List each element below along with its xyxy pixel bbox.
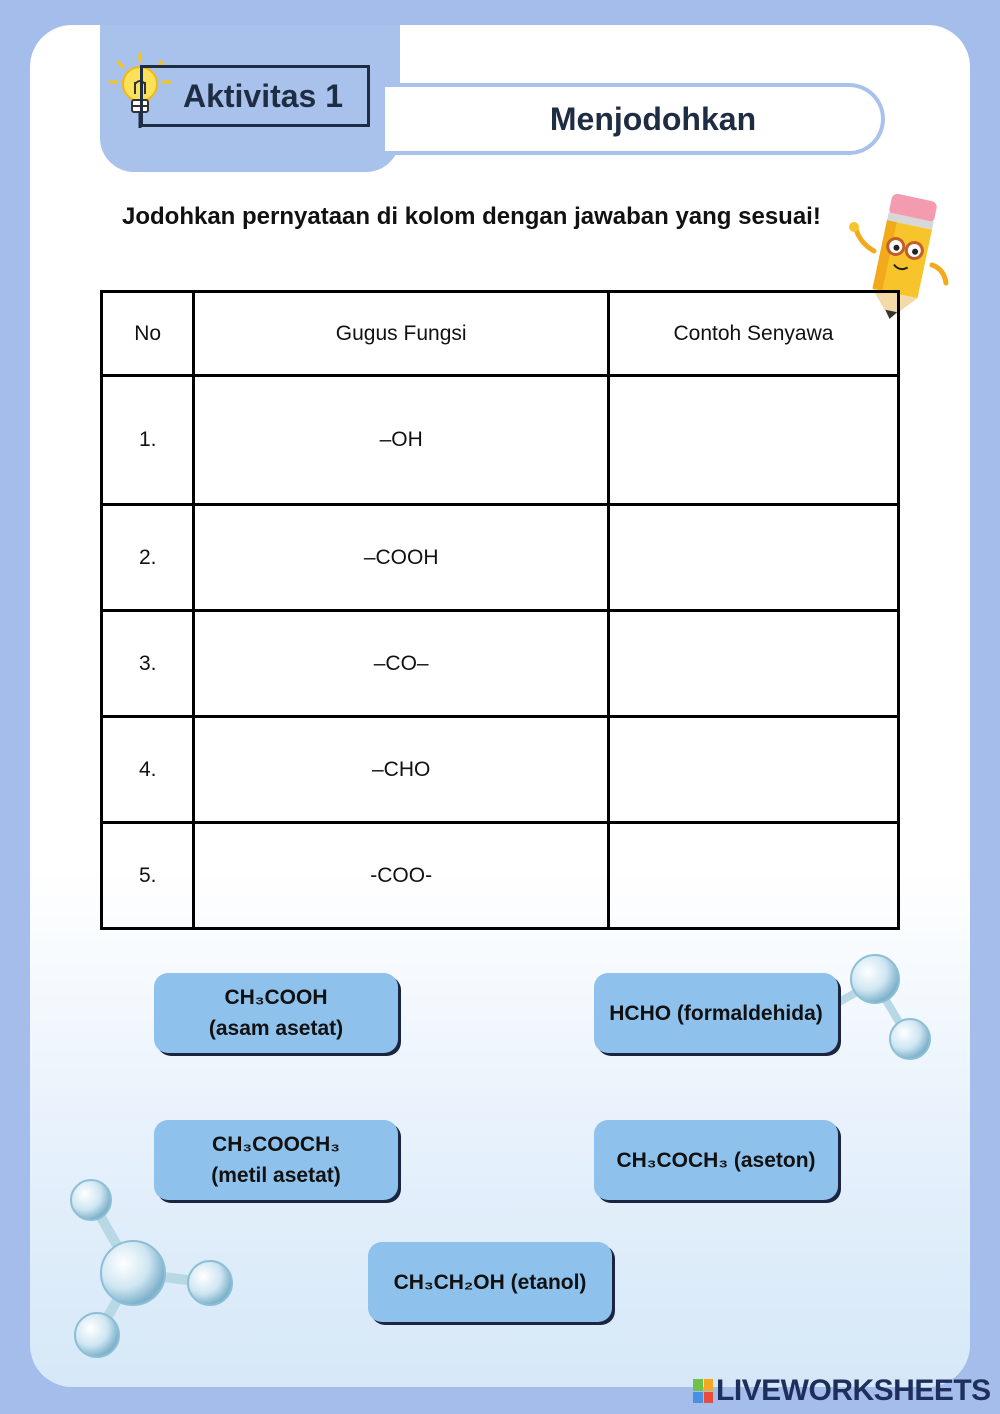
- table-row: [102, 505, 899, 611]
- answer-option[interactable]: [368, 1242, 612, 1322]
- option-formula: HCHO (formaldehida): [609, 1001, 823, 1025]
- option-formula: CH₃COOCH₃: [212, 1133, 340, 1156]
- column-header-no: No: [102, 292, 194, 376]
- option-formula: CH₃CH₂OH (etanol): [393, 1270, 587, 1294]
- answer-drop-cell[interactable]: [608, 717, 898, 823]
- brand-logo: [693, 1374, 991, 1408]
- activity-title: Aktivitas 1: [140, 65, 370, 127]
- functional-group: –CO–: [194, 611, 609, 717]
- matching-table: [100, 290, 900, 930]
- worksheet-card: [30, 25, 970, 1387]
- row-number: 1.: [102, 376, 194, 505]
- table-row: [102, 823, 899, 929]
- answer-drop-cell[interactable]: [608, 376, 898, 505]
- answer-drop-cell[interactable]: [608, 611, 898, 717]
- answer-option[interactable]: [154, 1120, 398, 1200]
- brand-logo-icon: [693, 1379, 713, 1403]
- answer-option[interactable]: [594, 973, 838, 1053]
- option-formula: CH₃COOH: [224, 986, 328, 1009]
- molecule-icon: [65, 1173, 240, 1363]
- row-number: 3.: [102, 611, 194, 717]
- functional-group: –CHO: [194, 717, 609, 823]
- instruction-text: Jodohkan pernyataan di kolom dengan jawaban yang sesuai!: [122, 203, 821, 230]
- option-name: (metil asetat): [211, 1164, 341, 1187]
- option-formula: CH₃COCH₃ (aseton): [616, 1148, 816, 1172]
- brand-name: LIVEWORKSHEETS: [716, 1374, 991, 1407]
- table-row: [102, 376, 899, 505]
- answer-option[interactable]: [594, 1120, 838, 1200]
- answer-drop-cell[interactable]: [608, 823, 898, 929]
- table-row: [102, 611, 899, 717]
- functional-group: –COOH: [194, 505, 609, 611]
- row-number: 5.: [102, 823, 194, 929]
- column-header-group: Gugus Fungsi: [194, 292, 609, 376]
- option-name: (asam asetat): [208, 1017, 344, 1040]
- column-header-example: Contoh Senyawa: [608, 292, 898, 376]
- row-number: 4.: [102, 717, 194, 823]
- table-row: [102, 717, 899, 823]
- answer-drop-cell[interactable]: [608, 505, 898, 611]
- page-subtitle: Menjodohkan: [385, 83, 885, 155]
- molecule-icon: [820, 947, 940, 1067]
- functional-group: –OH: [194, 376, 609, 505]
- functional-group: -COO-: [194, 823, 609, 929]
- answer-option[interactable]: [154, 973, 398, 1053]
- row-number: 2.: [102, 505, 194, 611]
- table-header-row: [102, 292, 899, 376]
